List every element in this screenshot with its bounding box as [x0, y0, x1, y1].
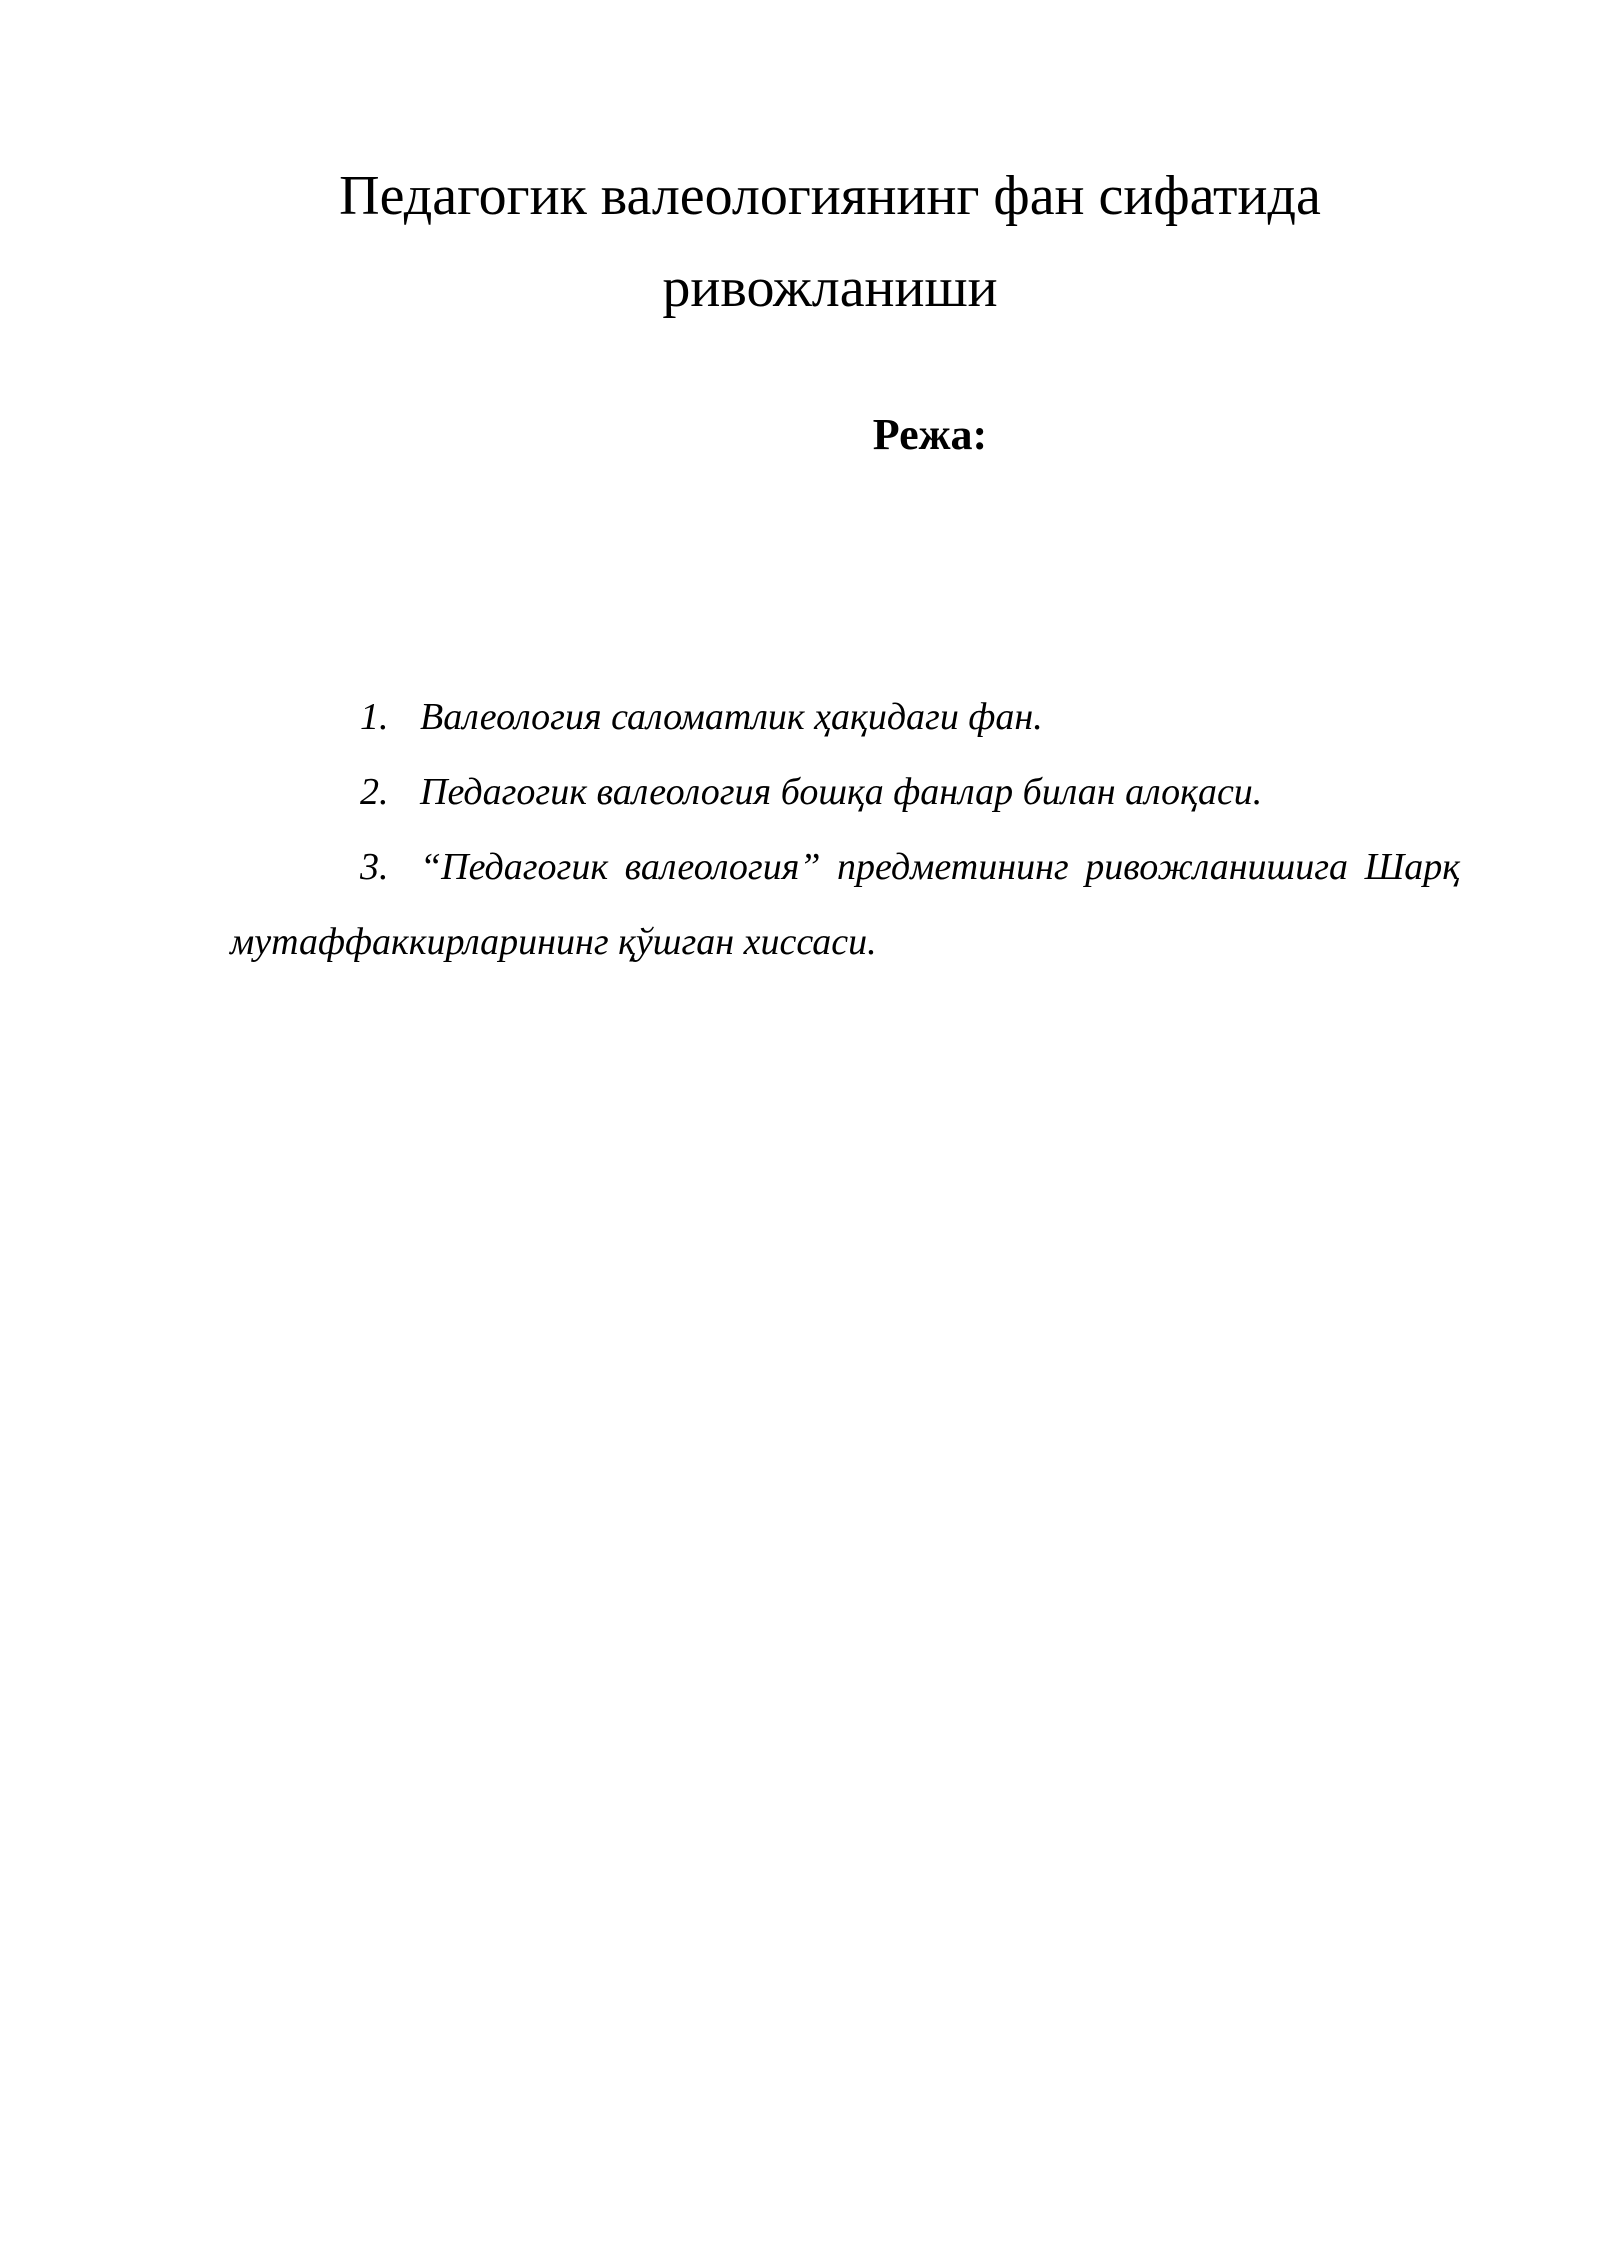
plan-item-number: 3. — [360, 846, 389, 888]
document-title — [230, 150, 1430, 334]
plan-item-1 — [230, 680, 1460, 755]
plan-item-number: 1. — [360, 696, 389, 738]
plan-item-text: Педагогик валеология бошқа фанлар билан алоқаси. — [420, 771, 1263, 813]
document-title-line-2: ривожланиши — [662, 257, 998, 319]
plan-item-3 — [230, 830, 1460, 980]
document-title-line-1: Педагогик валеологиянинг фан сифатида — [339, 165, 1321, 227]
plan-item-text: Валеология саломатлик ҳақидаги фан. — [420, 696, 1043, 738]
plan-item-text: “Педагогик валеология” предметининг ривожланишига Шарқ мутаффаккирларининг қўшган хиссаси. — [230, 846, 1460, 963]
plan-heading: Режа: — [872, 410, 988, 459]
plan-list — [230, 680, 1460, 980]
plan-item-number: 2. — [360, 771, 389, 813]
plan-item-2 — [230, 755, 1460, 830]
